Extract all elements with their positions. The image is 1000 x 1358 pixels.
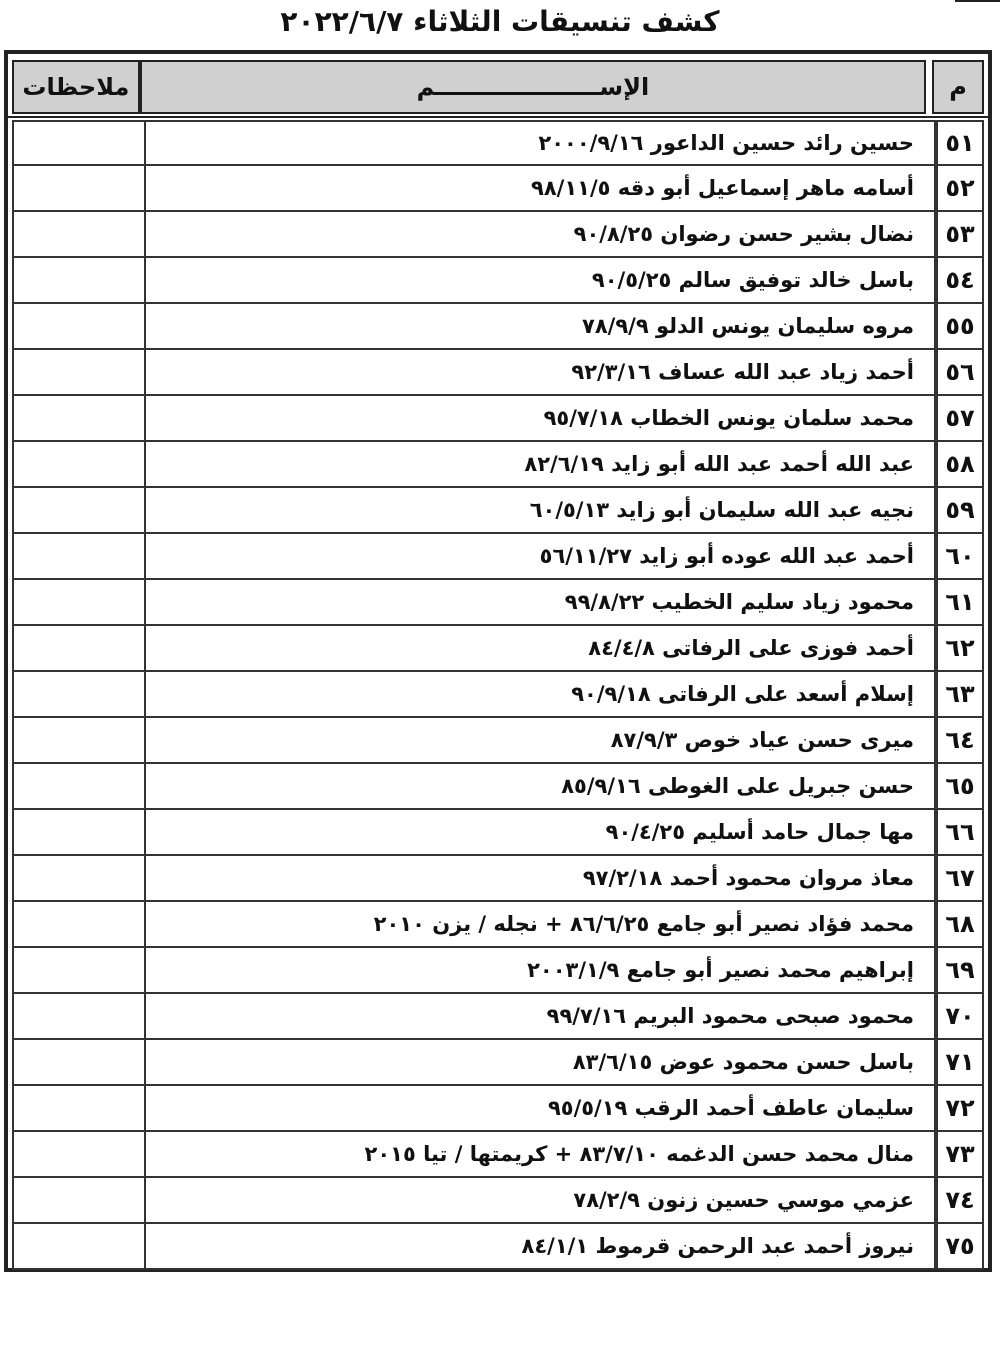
row-number: ٥٦ <box>934 350 984 394</box>
row-name: محمود صبحى محمود البريم ٩٩/٧/١٦ <box>144 994 934 1038</box>
row-notes <box>12 396 144 440</box>
row-name: محمد فؤاد نصير أبو جامع ٨٦/٦/٢٥ + نجله / يزن ٢٠١٠ <box>144 902 934 946</box>
row-notes <box>12 1040 144 1084</box>
row-name: مروه سليمان يونس الدلو ٧٨/٩/٩ <box>144 304 934 348</box>
table-row <box>12 718 984 764</box>
row-name: مها جمال حامد أسليم ٩٠/٤/٢٥ <box>144 810 934 854</box>
row-number: ٦٤ <box>934 718 984 762</box>
row-number: ٦٨ <box>934 902 984 946</box>
row-notes <box>12 212 144 256</box>
table-row <box>12 994 984 1040</box>
row-number: ٥٣ <box>934 212 984 256</box>
row-number: ٧٢ <box>934 1086 984 1130</box>
row-name: منال محمد حسن الدغمه ٨٣/٧/١٠ + كريمتها / تيا ٢٠١٥ <box>144 1132 934 1176</box>
row-number: ٧٤ <box>934 1178 984 1222</box>
table-row <box>12 672 984 718</box>
row-name: نضال بشير حسن رضوان ٩٠/٨/٢٥ <box>144 212 934 256</box>
table-row <box>12 350 984 396</box>
table-body <box>12 120 984 1270</box>
row-number: ٦٥ <box>934 764 984 808</box>
table-row <box>12 534 984 580</box>
row-notes <box>12 856 144 900</box>
row-number: ٦١ <box>934 580 984 624</box>
table-row <box>12 764 984 810</box>
row-number: ٥٧ <box>934 396 984 440</box>
table-row <box>12 1086 984 1132</box>
table-row <box>12 902 984 948</box>
row-name: إبراهيم محمد نصير أبو جامع ٢٠٠٣/١/٩ <box>144 948 934 992</box>
row-number: ٦٢ <box>934 626 984 670</box>
row-name: ميرى حسن عياد خوص ٨٧/٩/٣ <box>144 718 934 762</box>
table-row <box>12 166 984 212</box>
row-notes <box>12 1132 144 1176</box>
row-notes <box>12 304 144 348</box>
row-notes <box>12 718 144 762</box>
table-row <box>12 120 984 166</box>
row-notes <box>12 672 144 716</box>
row-notes <box>12 1224 144 1268</box>
table-row <box>12 442 984 488</box>
table-row <box>12 856 984 902</box>
row-notes <box>12 442 144 486</box>
row-name: عبد الله أحمد عبد الله أبو زايد ٨٢/٦/١٩ <box>144 442 934 486</box>
table-row <box>12 304 984 350</box>
table-row <box>12 1224 984 1270</box>
row-name: نيروز أحمد عبد الرحمن قرموط ٨٤/١/١ <box>144 1224 934 1268</box>
table-row <box>12 810 984 856</box>
row-number: ٦٧ <box>934 856 984 900</box>
row-name: محمد سلمان يونس الخطاب ٩٥/٧/١٨ <box>144 396 934 440</box>
row-name: سليمان عاطف أحمد الرقب ٩٥/٥/١٩ <box>144 1086 934 1130</box>
row-number: ٥٥ <box>934 304 984 348</box>
row-number: ٦٩ <box>934 948 984 992</box>
row-notes <box>12 258 144 302</box>
row-name: حسين رائد حسين الداعور ٢٠٠٠/٩/١٦ <box>144 122 934 164</box>
table-row <box>12 258 984 304</box>
header-divider <box>8 116 988 118</box>
row-name: معاذ مروان محمود أحمد ٩٧/٢/١٨ <box>144 856 934 900</box>
row-number: ٥١ <box>934 122 984 164</box>
row-number: ٧٥ <box>934 1224 984 1268</box>
row-name: باسل خالد توفيق سالم ٩٠/٥/٢٥ <box>144 258 934 302</box>
row-notes <box>12 764 144 808</box>
row-name: أحمد زياد عبد الله عساف ٩٢/٣/١٦ <box>144 350 934 394</box>
row-notes <box>12 1178 144 1222</box>
row-number: ٧١ <box>934 1040 984 1084</box>
table-row <box>12 396 984 442</box>
page-title: كشف تنسيقات الثلاثاء ٢٠٢٢/٦/٧ <box>280 5 720 38</box>
table-row <box>12 1040 984 1086</box>
row-name: عزمي موسي حسين زنون ٧٨/٢/٩ <box>144 1178 934 1222</box>
row-name: إسلام أسعد على الرفاتى ٩٠/٩/١٨ <box>144 672 934 716</box>
row-notes <box>12 488 144 532</box>
row-name: حسن جبريل على الغوطى ٨٥/٩/١٦ <box>144 764 934 808</box>
row-notes <box>12 626 144 670</box>
row-name: باسل حسن محمود عوض ٨٣/٦/١٥ <box>144 1040 934 1084</box>
header-notes: ملاحظات <box>12 60 140 114</box>
row-notes <box>12 580 144 624</box>
table-row <box>12 1132 984 1178</box>
table-header <box>12 60 984 114</box>
table-row <box>12 580 984 626</box>
table-row <box>12 1178 984 1224</box>
row-number: ٦٦ <box>934 810 984 854</box>
row-number: ٧٠ <box>934 994 984 1038</box>
header-name: الإســــــــــــــــــــم <box>140 60 926 114</box>
row-notes <box>12 166 144 210</box>
row-number: ٦٠ <box>934 534 984 578</box>
row-notes <box>12 994 144 1038</box>
row-name: أحمد فوزى على الرفاتى ٨٤/٤/٨ <box>144 626 934 670</box>
table-row <box>12 948 984 994</box>
roster-table <box>4 50 992 1272</box>
table-row <box>12 626 984 672</box>
row-notes <box>12 902 144 946</box>
header-number: م <box>932 60 984 114</box>
row-notes <box>12 1086 144 1130</box>
row-number: ٥٩ <box>934 488 984 532</box>
row-notes <box>12 810 144 854</box>
row-number: ٥٨ <box>934 442 984 486</box>
row-number: ٥٤ <box>934 258 984 302</box>
row-number: ٥٢ <box>934 166 984 210</box>
row-number: ٦٣ <box>934 672 984 716</box>
row-notes <box>12 350 144 394</box>
table-row <box>12 212 984 258</box>
row-name: أسامه ماهر إسماعيل أبو دقه ٩٨/١١/٥ <box>144 166 934 210</box>
table-row <box>12 488 984 534</box>
row-name: نجيه عبد الله سليمان أبو زايد ٦٠/٥/١٣ <box>144 488 934 532</box>
row-notes <box>12 948 144 992</box>
row-notes <box>12 534 144 578</box>
row-number: ٧٣ <box>934 1132 984 1176</box>
row-name: أحمد عبد الله عوده أبو زايد ٥٦/١١/٢٧ <box>144 534 934 578</box>
row-name: محمود زياد سليم الخطيب ٩٩/٨/٢٢ <box>144 580 934 624</box>
row-notes <box>12 122 144 164</box>
